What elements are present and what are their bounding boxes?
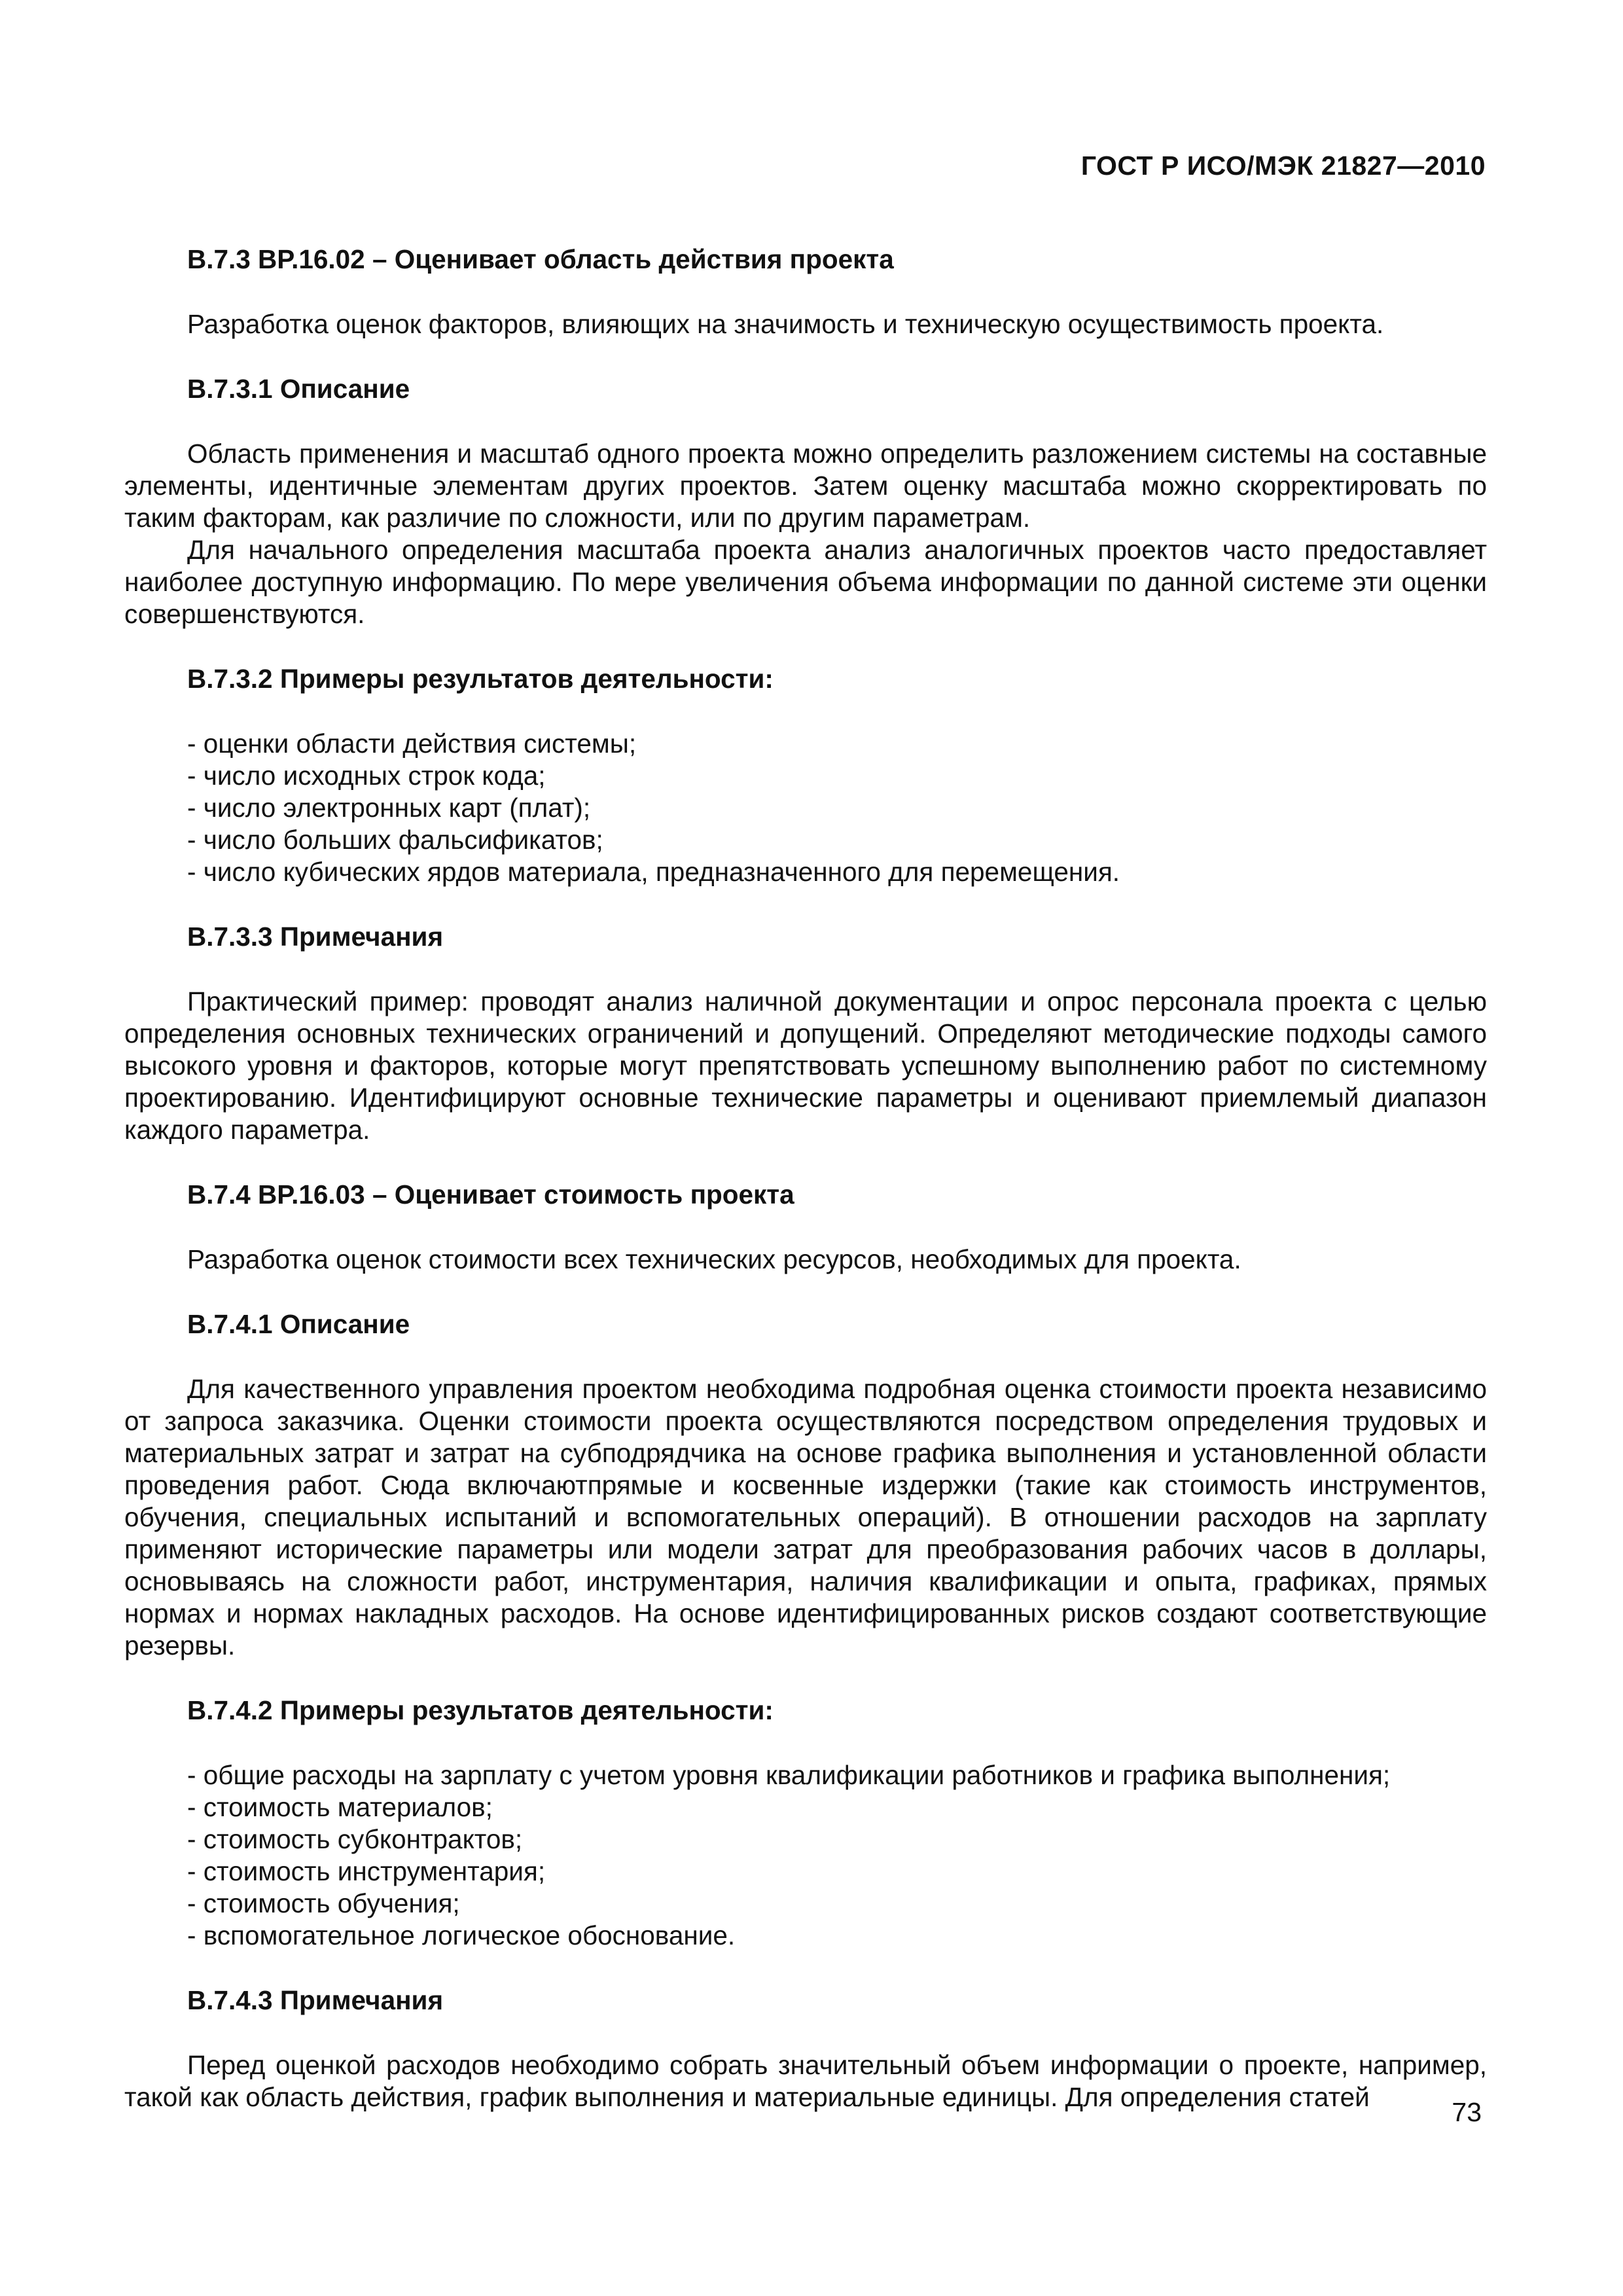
section-intro-b74: Разработка оценок стоимости всех технических ресурсов, необходимых для проекта. [187, 1244, 1241, 1274]
subsection-heading-b743: В.7.4.3 Примечания [187, 1985, 444, 2015]
subsection-heading-b741: В.7.4.1 Описание [187, 1309, 410, 1339]
list-item: - стоимость материалов; [187, 1792, 493, 1822]
standard-designation: ГОСТ Р ИСО/МЭК 21827—2010 [1080, 151, 1486, 181]
page-content [124, 243, 1487, 2113]
list-item: - оценки области действия системы; [187, 728, 637, 759]
paragraph-b731-2: Для начального определения масштаба проекта анализ аналогичных проектов часто предоставляет наиболее доступную информацию. По мере увеличения объема информации по данной системе эти оценки совершенствуются. [124, 535, 1487, 629]
subsection-heading-b742: В.7.4.2 Примеры результатов деятельности: [187, 1695, 774, 1725]
list-item: - стоимость субконтрактов; [187, 1824, 523, 1854]
list-item: - число кубических ярдов материала, предназначенного для перемещения. [187, 857, 1120, 887]
list-item: - стоимость инструментария; [187, 1856, 546, 1886]
results-list-b732 [124, 728, 1487, 888]
list-item: - число электронных карт (плат); [187, 793, 591, 823]
list-item: - число исходных строк кода; [187, 761, 546, 791]
paragraph-b743-1: Перед оценкой расходов необходимо собрать значительный объем информации о проекте, например, такой как область действия, график выполнения и материальные единицы. Для определения статей [124, 2050, 1487, 2112]
section-heading-b73: В.7.3 BP.16.02 – Оценивает область действия проекта [187, 244, 894, 274]
section-intro-b73: Разработка оценок факторов, влияющих на значимость и техническую осуществимость проекта. [187, 309, 1384, 339]
list-item: - вспомогательное логическое обоснование. [187, 1920, 736, 1950]
paragraph-b741-1: Для качественного управления проектом необходима подробная оценка стоимости проекта независимо от запроса заказчика. Оценки стоимости проекта осуществляются посредством определения трудовых и материальных затрат и затрат на субподрядчика на основе графика выполнения и установленной области проведения работ. Сюда включаютпрямые и косвенные издержки (такие как стоимость инструментов, обучения, специальных испытаний и вспомогательных операций). В отношении расходов на зарплату применяют исторические параметры или модели затрат для преобразования рабочих часов в доллары, основываясь на сложности работ, инструментария, наличия квалификации и опыта, графиках, прямых нормах и нормах накладных расходов. На основе идентифицированных рисков создают соответствующие резервы. [124, 1374, 1487, 1660]
section-heading-b74: В.7.4 BP.16.03 – Оценивает стоимость проекта [187, 1179, 794, 1210]
subsection-heading-b731: В.7.3.1 Описание [187, 374, 410, 404]
list-item: - число больших фальсификатов; [187, 825, 603, 855]
subsection-heading-b732: В.7.3.2 Примеры результатов деятельности: [187, 664, 774, 694]
list-item: - стоимость обучения; [187, 1888, 460, 1918]
results-list-b742 [124, 1759, 1487, 1952]
subsection-heading-b733: В.7.3.3 Примечания [187, 922, 444, 952]
list-item: - общие расходы на зарплату с учетом уровня квалификации работников и графика выполнения; [187, 1760, 1391, 1790]
paragraph-b733-1: Практический пример: проводят анализ наличной документации и опрос персонала проекта с целью определения основных технических ограничений и допущений. Определяют методические подходы самого высокого уровня и факторов, которые могут препятствовать успешному выполнению работ по системному проектированию. Идентифицируют основные технические параметры и оценивают приемлемый диапазон каждого параметра. [124, 986, 1487, 1145]
page-number: 73 [1452, 2097, 1482, 2127]
paragraph-b731-1: Область применения и масштаб одного проекта можно определить разложением системы на составные элементы, идентичные элементам других проектов. Затем оценку масштаба можно скорректировать по таким факторам, как различие по сложности, или по другим параметрам. [124, 439, 1487, 533]
